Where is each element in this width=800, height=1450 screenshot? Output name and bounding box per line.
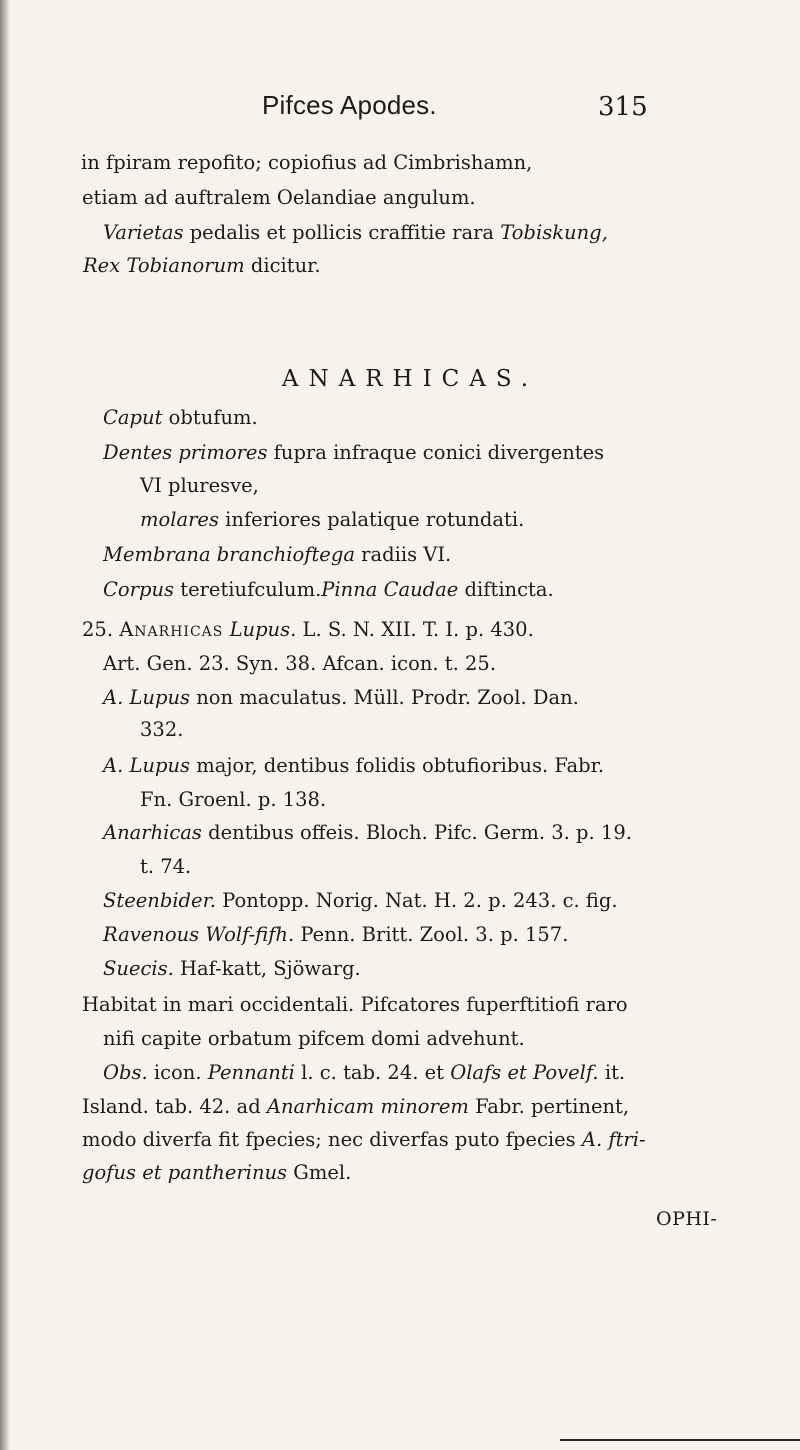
obs-text: it. <box>598 1061 626 1084</box>
entry-synonym: Anarhicas <box>103 821 202 844</box>
entry-line-8 <box>140 855 191 879</box>
obs-line-3 <box>82 1128 646 1152</box>
entry-vernacular-label: Suecis. <box>103 957 174 980</box>
character-term: Dentes primores <box>103 441 268 464</box>
entry-line-6 <box>140 788 326 812</box>
habitat-text: nifi capite orbatum pifcem domi advehunt. <box>103 1027 525 1050</box>
character-term: Pinna Caudae <box>321 578 459 601</box>
entry-line-1 <box>82 618 534 642</box>
intro-term: Varietas <box>103 221 184 244</box>
entry-line-7 <box>103 821 632 845</box>
entry-reference: non maculatus. Müll. Prodr. Zool. Dan. <box>190 686 579 709</box>
obs-term: Olafs et Povelf. <box>450 1061 599 1084</box>
obs-text: Fabr. pertinent, <box>468 1095 630 1118</box>
entry-synonym: Ravenous Wolf-fifh. <box>103 923 295 946</box>
page-number: 315 <box>598 92 648 122</box>
character-text: radiis VI. <box>354 543 452 566</box>
character-term: molares <box>140 508 219 531</box>
entry-line-4 <box>140 718 183 742</box>
obs-label: Obs. <box>103 1061 148 1084</box>
obs-text: Gmel. <box>287 1161 352 1184</box>
obs-text: Island. tab. 42. ad <box>82 1095 267 1118</box>
intro-text: in fpiram repofito; copiofius ad Cimbrishamn, <box>81 151 533 174</box>
habitat-text: Habitat in mari occidentali. Pifcatores fuperftitiofi raro <box>82 993 628 1016</box>
catchword: OPHI- <box>656 1208 718 1230</box>
obs-line-4 <box>82 1161 351 1185</box>
bottom-rule <box>560 1439 800 1441</box>
entry-vernacular: Haf-katt, Sjöwarg. <box>173 957 361 980</box>
intro-term: Tobiskung, <box>500 221 608 244</box>
intro-text: etiam ad auftralem Oelandiae angulum. <box>82 186 476 209</box>
entry-reference: Fn. Groenl. p. 138. <box>140 788 327 811</box>
intro-line-2 <box>82 186 476 210</box>
entry-reference: Pontopp. Norig. Nat. H. 2. p. 243. c. fig. <box>215 889 618 912</box>
obs-line-2 <box>82 1095 629 1119</box>
entry-synonym: Steenbider. <box>103 889 216 912</box>
character-text: diftincta. <box>458 578 554 601</box>
intro-line-4 <box>83 254 321 278</box>
character-term: Membrana branchioftega <box>103 543 355 566</box>
entry-line-2 <box>103 652 496 676</box>
intro-text: dicitur. <box>244 254 321 277</box>
character-text: obtufum. <box>162 406 258 429</box>
entry-reference: t. 74. <box>140 855 192 878</box>
entry-synonym: A. Lupus <box>103 686 191 709</box>
character-text: inferiores palatique rotundati. <box>218 508 525 531</box>
entry-genus: Anarhicas <box>119 618 224 641</box>
running-title: Pifces Apodes. <box>262 90 437 120</box>
obs-term: Anarhicam minorem <box>266 1095 469 1118</box>
entry-species: Lupus. <box>229 618 297 641</box>
entry-reference: dentibus offeis. Bloch. Pifc. Germ. 3. p. 19. <box>201 821 632 844</box>
obs-term: gofus et pantherinus <box>82 1161 288 1184</box>
character-line-3 <box>140 474 259 498</box>
intro-line-1 <box>81 151 532 175</box>
obs-text: modo diverfa fit fpecies; nec diverfas puto fpecies <box>82 1128 582 1151</box>
character-line-5 <box>103 543 451 567</box>
page-header <box>0 90 800 130</box>
entry-reference: 332. <box>140 718 184 741</box>
entry-reference: Art. Gen. 23. Syn. 38. Afcan. icon. t. 25. <box>103 652 497 675</box>
entry-number: 25. <box>82 618 114 641</box>
obs-line-1 <box>103 1061 625 1085</box>
entry-line-5 <box>103 754 604 778</box>
genus-heading: ANARHICAS. <box>281 366 539 392</box>
character-text: fupra infraque conici divergentes <box>267 441 605 464</box>
intro-term: Rex Tobianorum <box>83 254 245 277</box>
entry-line-10 <box>103 923 568 947</box>
intro-text: pedalis et pollicis craffitie rara <box>183 221 501 244</box>
entry-reference: major, dentibus folidis obtufioribus. Fabr. <box>190 754 605 777</box>
character-text: teretiufculum. <box>174 578 322 601</box>
habitat-line-2 <box>103 1027 525 1051</box>
entry-reference: L. S. N. XII. T. I. p. 430. <box>296 618 534 641</box>
character-line-2 <box>103 441 604 465</box>
character-term: Corpus <box>103 578 175 601</box>
entry-line-11 <box>103 957 361 981</box>
habitat-line-1 <box>82 993 628 1017</box>
intro-line-3 <box>103 221 608 245</box>
character-line-6 <box>103 578 554 602</box>
entry-line-3 <box>103 686 579 710</box>
character-text: VI pluresve, <box>140 474 259 497</box>
character-line-1 <box>103 406 258 430</box>
entry-synonym: A. Lupus <box>103 754 191 777</box>
character-line-4 <box>140 508 524 532</box>
obs-text: l. c. tab. 24. et <box>294 1061 451 1084</box>
entry-line-9 <box>103 889 618 913</box>
character-term: Caput <box>103 406 163 429</box>
obs-term: Pennanti <box>207 1061 295 1084</box>
obs-text: icon. <box>147 1061 208 1084</box>
entry-reference: Penn. Britt. Zool. 3. p. 157. <box>294 923 569 946</box>
obs-term: A. ftri- <box>581 1128 646 1151</box>
